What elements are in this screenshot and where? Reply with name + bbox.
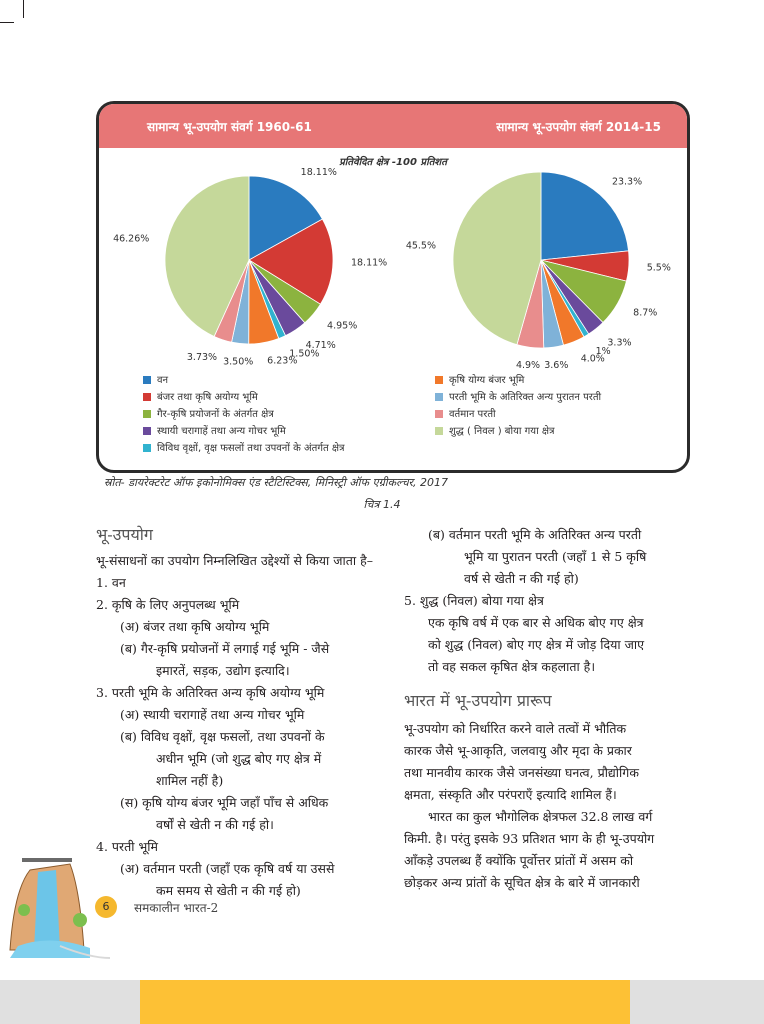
text-line: भू-संसाधनों का उपयोग निम्नलिखित उद्देश्यों से किया जाता है– <box>96 553 373 568</box>
legend-label: परती भूमि के अतिरिक्त अन्य पुरातन परती <box>449 392 602 403</box>
paragraph-line: क्षमता, संस्कृति और परंपराएँ इत्यादि शामिल हैं। <box>404 787 617 802</box>
pie-2014-label: 4.9% <box>515 360 541 372</box>
paragraph-line: भारत का कुल भौगोलिक क्षेत्रफल 32.8 लाख वर्ग <box>428 809 653 824</box>
pie-1960-label: 3.73% <box>186 351 218 363</box>
pie-1960-label: 18.11% <box>350 257 388 269</box>
legend-swatch <box>435 427 443 435</box>
legend-swatch <box>143 444 151 452</box>
legend-label: बंजर तथा कृषि अयोग्य भूमि <box>157 392 258 403</box>
legend-swatch <box>435 393 443 401</box>
chart-panel <box>96 101 690 473</box>
list-subitem: (स) कृषि योग्य बंजर भूमि जहाँ पाँच से अधिक <box>120 795 329 810</box>
list-subitem: (ब) विविध वृक्षों, वृक्ष फसलों, तथा उपवनों के <box>120 729 325 744</box>
pie-2014-label: 1% <box>595 345 611 357</box>
section-heading-land-use-pattern: भारत में भू-उपयोग प्रारूप <box>404 691 552 710</box>
legend-swatch <box>143 427 151 435</box>
legend-label: गैर-कृषि प्रयोजनों के अंतर्गत क्षेत्र <box>157 409 274 420</box>
legend-item <box>435 406 496 420</box>
pie-2014-label: 3.6% <box>544 359 569 371</box>
figure-caption: चित्र 1.4 <box>363 498 401 511</box>
legend-item <box>143 440 345 454</box>
legend-item <box>435 389 601 403</box>
list-subitem-cont: भूमि या पुरातन परती (जहाँ 1 से 5 कृषि <box>464 549 647 564</box>
list-subitem-cont: वर्ष से खेती न की गई हो) <box>464 571 579 586</box>
chart-subtitle: प्रतिवेदित क्षेत्र -100 प्रतिशत <box>339 157 447 168</box>
paragraph-line: भू-उपयोग को निर्धारित करने वाले तत्वों में भौतिक <box>404 721 627 736</box>
paragraph-line: किमी. है। परंतु इसके 93 प्रतिशत भाग के ही भू-उपयोग <box>404 831 655 846</box>
page-number: 6 <box>95 896 117 918</box>
paragraph-line: आँकड़े उपलब्ध हैं क्योंकि पूर्वोत्तर प्रांतों में असम को <box>404 853 634 868</box>
list-subitem: (अ) बंजर तथा कृषि अयोग्य भूमि <box>120 619 270 634</box>
legend-item <box>143 423 286 437</box>
legend-label: वन <box>157 375 169 386</box>
pie-2014-label: 3.3% <box>607 337 632 349</box>
pie-1960-label: 6.23% <box>267 355 298 367</box>
list-subitem: (ब) गैर-कृषि प्रयोजनों में लगाई गई भूमि - जैसे <box>120 641 330 656</box>
list-subitem: (अ) स्थायी चरागाहें तथा अन्य गोचर भूमि <box>120 707 305 722</box>
list-item: 3. परती भूमि के अतिरिक्त अन्य कृषि अयोग्य भूमि <box>96 685 325 700</box>
pie-2014-label: 23.3% <box>611 176 643 188</box>
waterfall-illustration <box>0 850 110 960</box>
pie-2014-label: 5.5% <box>646 262 671 274</box>
legend-swatch <box>435 376 443 384</box>
list-subitem-cont: अधीन भूमि (जो शुद्ध बोए गए क्षेत्र में <box>156 751 322 766</box>
list-item: 4. परती भूमि <box>96 839 158 854</box>
pie-1960-label: 4.71% <box>305 339 336 351</box>
legend-item <box>143 406 274 420</box>
pie-1960-label: 4.95% <box>327 320 358 332</box>
pie-2014-label: 4.0% <box>580 353 605 365</box>
legend-item <box>435 372 524 386</box>
list-subitem-cont: वर्षों से खेती न की गई हो। <box>156 817 274 832</box>
legend-label: स्थायी चरागाहें तथा अन्य गोचर भूमि <box>157 426 286 437</box>
list-item: 1. वन <box>96 575 126 590</box>
right-column <box>404 524 704 890</box>
paragraph-line: तथा मानवीय कारक जैसे जनसंख्या घनत्व, प्रौद्योगिक <box>404 765 639 780</box>
paragraph-line: छोड़कर अन्य प्रांतों के सूचित क्षेत्र के बारे में जानकारी <box>404 875 640 890</box>
legend-label: वर्तमान परती <box>449 409 496 420</box>
chart-title-2014: सामान्य भू-उपयोग संवर्ग 2014-15 <box>496 120 661 134</box>
crop-mark <box>0 22 14 23</box>
figure-source: स्रोत- डायरेक्टरेट ऑफ इकोनोमिक्स एंड स्टैटिस्टिक्स, मिनिस्ट्री ऑफ एग्रीकल्चर, 2017 <box>104 476 449 489</box>
list-subitem: (ब) वर्तमान परती भूमि के अतिरिक्त अन्य परती <box>428 527 642 542</box>
pie-2014-label: 45.5% <box>405 240 437 252</box>
legend-label: विविध वृक्षों, वृक्ष फसलों तथा उपवनों के अंतर्गत क्षेत्र <box>157 443 345 454</box>
legend-item <box>143 372 168 386</box>
text-line: को शुद्ध (निवल) बोए गए क्षेत्र में जोड़ दिया जाए <box>428 637 645 652</box>
list-subitem-cont: कम समय से खेती न की गई हो) <box>156 883 301 898</box>
legend-swatch <box>143 410 151 418</box>
legend-label: कृषि योग्य बंजर भूमि <box>449 375 525 386</box>
pie-1960-label: 18.11% <box>300 167 337 179</box>
list-subitem-cont: शामिल नहीं है) <box>156 773 224 788</box>
text-line: तो वह सकल कृषित क्षेत्र कहलाता है। <box>428 659 596 674</box>
pie-1960-label: 3.50% <box>223 356 254 368</box>
list-item: 2. कृषि के लिए अनुपलब्ध भूमि <box>96 597 240 612</box>
legend-label: शुद्ध ( निवल ) बोया गया क्षेत्र <box>449 426 555 437</box>
legend-swatch <box>435 410 443 418</box>
text-line: एक कृषि वर्ष में एक बार से अधिक बोए गए क्षेत्र <box>428 615 644 630</box>
chart-title-1960: सामान्य भू-उपयोग संवर्ग 1960-61 <box>147 120 312 134</box>
pie-2014-label: 8.7% <box>633 307 658 319</box>
list-subitem-cont: इमारतें, सड़क, उद्योग इत्यादि। <box>156 663 290 678</box>
list-item: 5. शुद्ध (निवल) बोया गया क्षेत्र <box>404 593 544 608</box>
pie-1960-label: 1.50% <box>289 348 320 360</box>
section-heading-land-use: भू-उपयोग <box>96 525 153 544</box>
bottom-accent-bar <box>140 980 630 1024</box>
paragraph-line: कारक जैसे भू-आकृति, जलवायु और मृदा के प्रकार <box>404 743 632 758</box>
legend-item <box>435 423 555 437</box>
left-column <box>96 524 396 898</box>
legend-item <box>143 389 258 403</box>
book-title: समकालीन भारत-2 <box>134 901 219 915</box>
pie-1960-label: 46.26% <box>113 233 150 245</box>
legend-swatch <box>143 376 151 384</box>
crop-mark <box>23 0 24 18</box>
legend-swatch <box>143 393 151 401</box>
list-subitem: (अ) वर्तमान परती (जहाँ एक कृषि वर्ष या उससे <box>120 861 335 876</box>
